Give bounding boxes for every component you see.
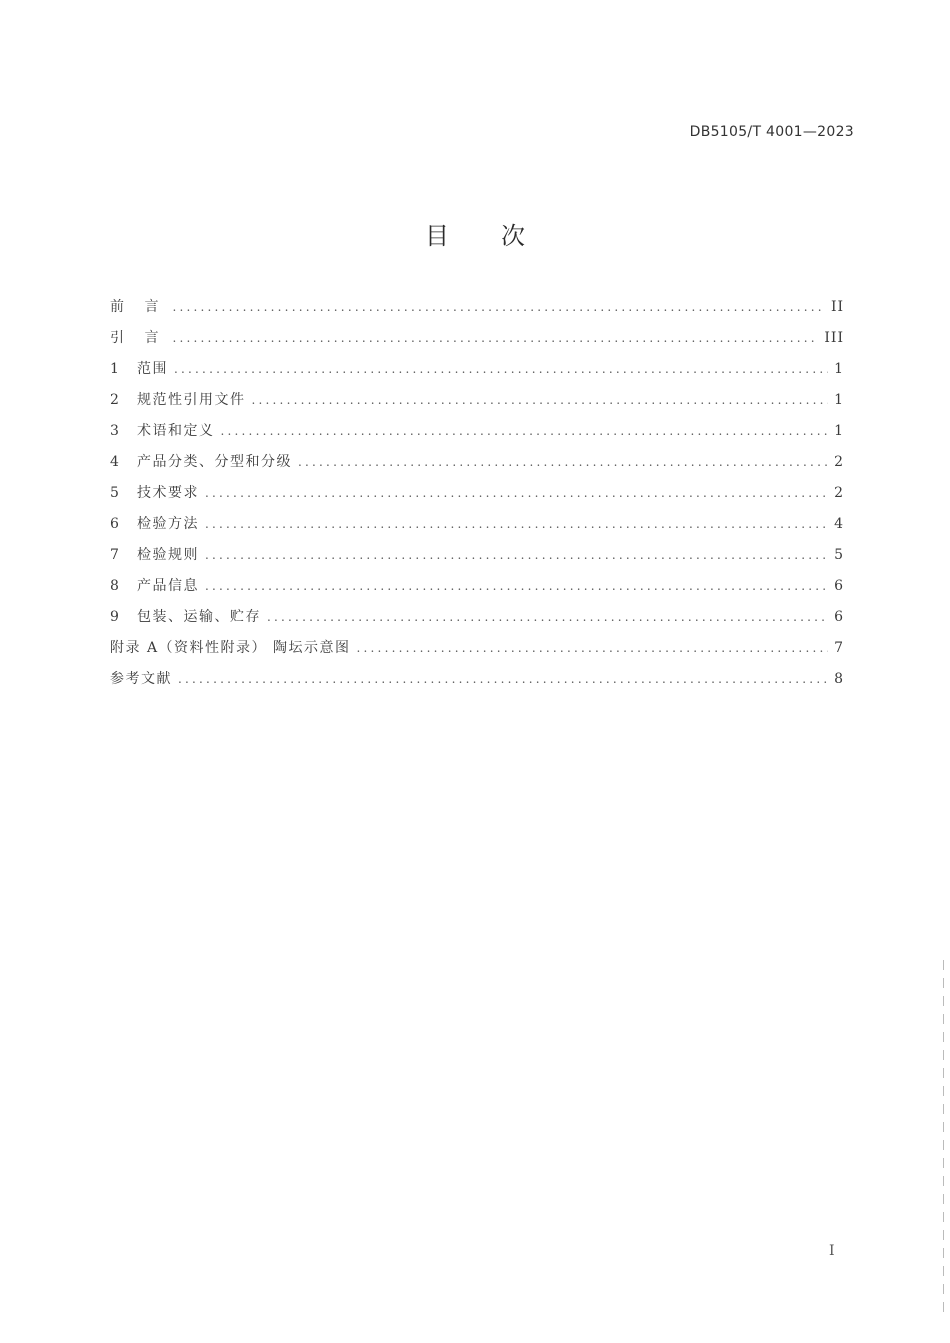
toc-entry-number: 9 [110,609,119,625]
toc-entry-page: 2 [834,485,844,501]
toc-entry-normative-references[interactable] [110,389,844,420]
toc-leader-dots [172,300,824,314]
toc-entry-label: 产品分类、分型和分级 [137,454,292,470]
toc-entry-label: 附录 A（资料性附录） 陶坛示意图 [110,640,351,656]
toc-entry-page: 7 [834,640,844,656]
toc-entry-classification[interactable] [110,451,844,482]
toc-entry-inspection-rules[interactable] [110,544,844,575]
toc-entry-bibliography[interactable] [110,668,844,699]
toc-entry-page: II [830,299,844,315]
toc-leader-dots [205,548,828,562]
toc-entry-page: 1 [834,423,844,439]
toc-entry-number: 1 [110,361,119,377]
toc-entry-page: III [824,330,844,346]
toc-entry-label: 范围 [137,361,168,377]
toc-entry-technical-requirements[interactable] [110,482,844,513]
toc-entry-number: 4 [110,454,119,470]
toc-leader-dots [298,455,828,469]
toc-leader-dots [174,362,828,376]
toc-entry-terms-definitions[interactable] [110,420,844,451]
toc-entry-number: 8 [110,578,119,594]
toc-entry-page: 4 [834,516,844,532]
toc-leader-dots [267,610,828,624]
scan-edge-mark [943,960,944,1320]
toc-leader-dots [205,579,828,593]
title-char-1: 目 [425,222,449,250]
toc-entry-page: 6 [834,578,844,594]
toc-leader-dots [221,424,829,438]
toc-entry-page: 2 [834,454,844,470]
toc-entry-appendix-a[interactable] [110,637,844,668]
toc-entry-scope[interactable] [110,358,844,389]
toc-entry-label: 前 言 [110,299,167,315]
toc-entry-number: 5 [110,485,119,501]
page-title [0,216,950,251]
toc-entry-label: 引 言 [110,330,167,346]
toc-entry-packaging-transport-storage[interactable] [110,606,844,637]
toc-entry-label: 术语和定义 [137,423,215,439]
toc-leader-dots [357,641,828,655]
toc-entry-label: 检验方法 [137,516,199,532]
toc-entry-label: 规范性引用文件 [137,392,246,408]
title-char-2: 次 [501,222,525,250]
toc-entry-label: 检验规则 [137,547,199,563]
toc-entry-number: 6 [110,516,119,532]
toc-entry-page: 1 [834,361,844,377]
toc-leader-dots [172,331,818,345]
toc-entry-number: 2 [110,392,119,408]
toc-entry-page: 8 [834,671,844,687]
toc-leader-dots [205,486,828,500]
table-of-contents [110,296,844,699]
toc-entry-label: 参考文献 [110,671,172,687]
toc-entry-label: 包装、运输、贮存 [137,609,261,625]
toc-entry-foreword[interactable] [110,296,844,327]
toc-leader-dots [205,517,828,531]
toc-leader-dots [252,393,829,407]
toc-entry-number: 3 [110,423,119,439]
toc-entry-product-information[interactable] [110,575,844,606]
toc-entry-test-methods[interactable] [110,513,844,544]
toc-leader-dots [178,672,828,686]
document-code: DB5105/T 4001—2023 [689,124,854,140]
page-number: I [829,1243,835,1259]
toc-entry-label: 产品信息 [137,578,199,594]
toc-entry-introduction[interactable] [110,327,844,358]
toc-entry-page: 5 [834,547,844,563]
toc-entry-label: 技术要求 [137,485,199,501]
toc-entry-page: 1 [834,392,844,408]
toc-entry-number: 7 [110,547,119,563]
toc-entry-page: 6 [834,609,844,625]
